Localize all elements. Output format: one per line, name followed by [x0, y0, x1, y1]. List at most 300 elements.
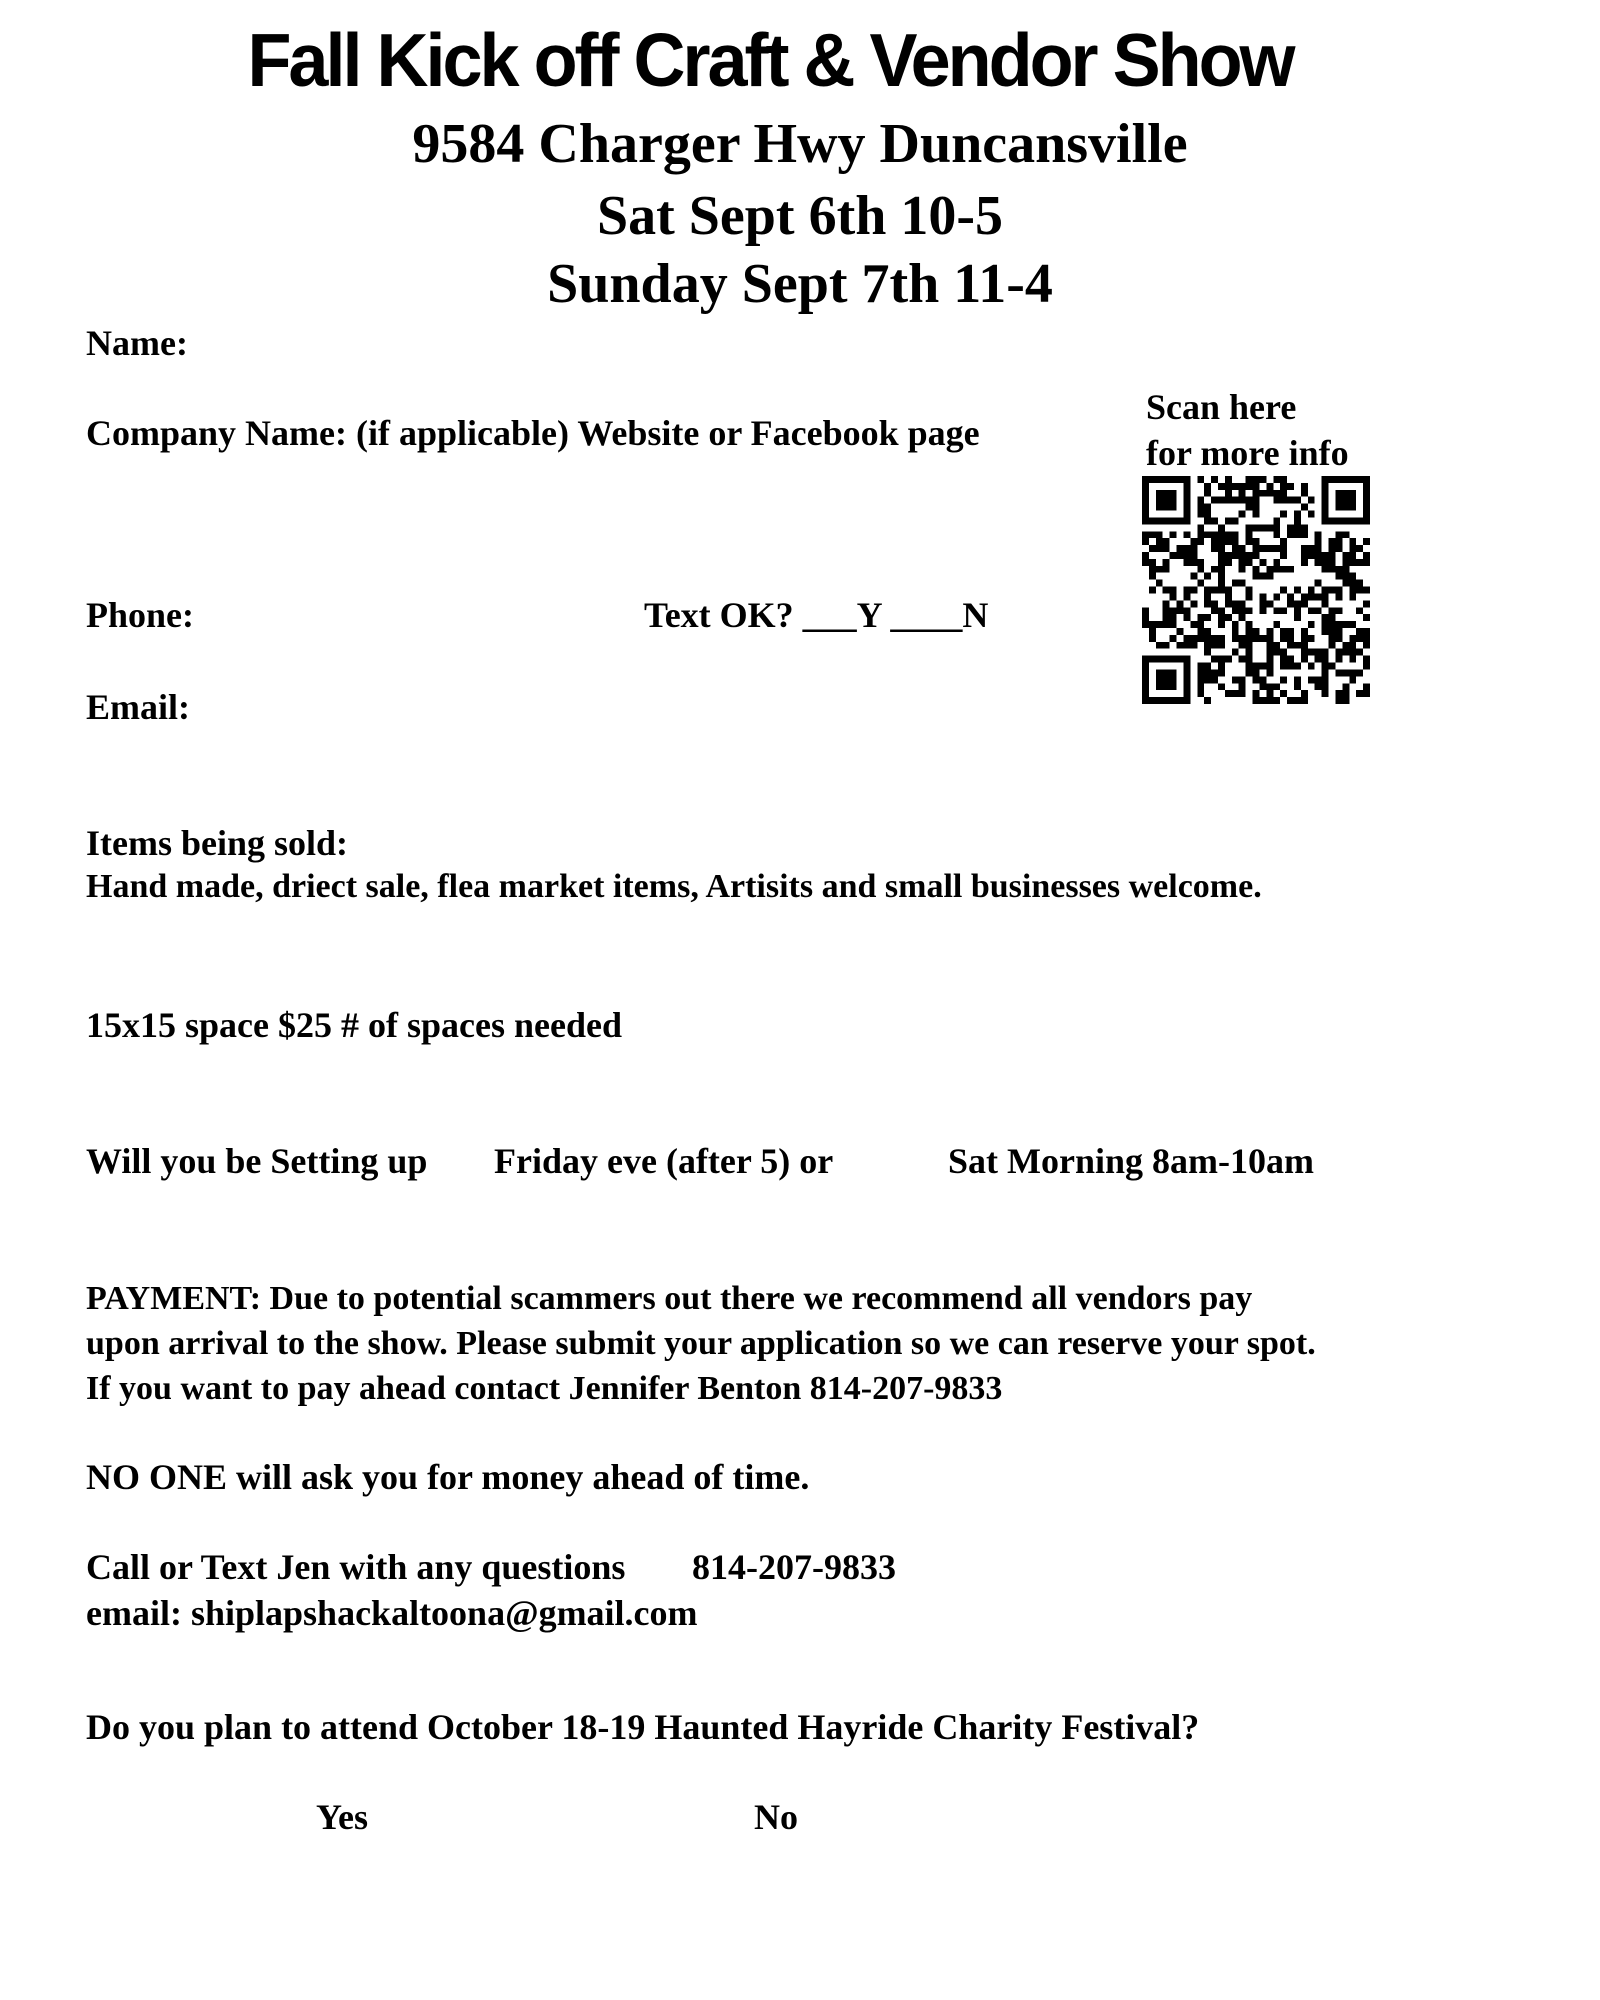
event-address: 9584 Charger Hwy Duncansville: [412, 113, 1188, 175]
items-description: Hand made, driect sale, flea market items, Artisits and small businesses welcome.: [86, 868, 1262, 905]
qr-module: [1163, 517, 1170, 524]
qr-module: [1142, 483, 1149, 490]
qr-module: [1266, 669, 1273, 676]
qr-module: [1156, 642, 1163, 649]
qr-module: [1183, 593, 1190, 600]
qr-module: [1204, 628, 1211, 635]
qr-module: [1349, 676, 1356, 683]
qr-module: [1197, 531, 1204, 538]
qr-module: [1204, 614, 1211, 621]
qr-module: [1246, 669, 1253, 676]
qr-module: [1253, 497, 1260, 504]
qr-module: [1218, 607, 1225, 614]
qr-module: [1280, 649, 1287, 656]
qr-module: [1280, 511, 1287, 518]
qr-module: [1156, 580, 1163, 587]
qr-module: [1363, 476, 1370, 483]
qr-module: [1266, 490, 1273, 497]
qr-module: [1197, 538, 1204, 545]
qr-module: [1142, 504, 1149, 511]
qr-module: [1142, 621, 1149, 628]
qr-module: [1266, 635, 1273, 642]
qr-module: [1253, 524, 1260, 531]
qr-module: [1225, 531, 1232, 538]
qr-module: [1294, 587, 1301, 594]
qr-module: [1363, 683, 1370, 690]
qr-module: [1177, 628, 1184, 635]
qr-module: [1218, 497, 1225, 504]
qr-module: [1239, 511, 1246, 518]
qr-module: [1273, 593, 1280, 600]
qr-module: [1149, 621, 1156, 628]
festival-question: Do you plan to attend October 18-19 Haunted Hayride Charity Festival?: [86, 1707, 1200, 1747]
qr-module: [1259, 697, 1266, 704]
qr-module: [1322, 517, 1329, 524]
qr-module: [1218, 524, 1225, 531]
qr-module: [1253, 538, 1260, 545]
qr-module: [1280, 587, 1287, 594]
qr-module: [1315, 580, 1322, 587]
qr-module: [1335, 690, 1342, 697]
qr-module: [1315, 593, 1322, 600]
contact-email: email: shiplapshackaltoona@gmail.com: [86, 1593, 698, 1633]
qr-module: [1322, 669, 1329, 676]
qr-module: [1335, 538, 1342, 545]
qr-module: [1170, 697, 1177, 704]
qr-module: [1342, 552, 1349, 559]
qr-module: [1315, 649, 1322, 656]
qr-module: [1253, 545, 1260, 552]
qr-module: [1349, 580, 1356, 587]
qr-module: [1301, 635, 1308, 642]
setup-option-friday: Friday eve (after 5) or: [494, 1141, 834, 1181]
qr-module: [1232, 552, 1239, 559]
qr-module: [1204, 504, 1211, 511]
qr-module: [1246, 642, 1253, 649]
qr-module: [1239, 614, 1246, 621]
qr-module: [1308, 511, 1315, 518]
qr-module: [1280, 690, 1287, 697]
qr-module: [1142, 490, 1149, 497]
qr-module: [1287, 697, 1294, 704]
qr-module: [1239, 552, 1246, 559]
qr-module: [1218, 531, 1225, 538]
qr-module: [1253, 573, 1260, 580]
qr-module: [1142, 614, 1149, 621]
qr-module: [1301, 697, 1308, 704]
qr-module: [1308, 676, 1315, 683]
qr-module: [1259, 600, 1266, 607]
qr-module: [1197, 580, 1204, 587]
qr-module: [1266, 483, 1273, 490]
qr-module: [1335, 490, 1342, 497]
qr-module: [1163, 683, 1170, 690]
qr-module: [1225, 517, 1232, 524]
qr-module: [1273, 497, 1280, 504]
qr-module: [1197, 635, 1204, 642]
qr-module: [1225, 593, 1232, 600]
qr-module: [1301, 545, 1308, 552]
qr-module: [1335, 697, 1342, 704]
qr-module: [1246, 663, 1253, 670]
qr-module: [1204, 697, 1211, 704]
payment-line1: PAYMENT: Due to potential scammers out there we recommend all vendors pay: [86, 1280, 1253, 1317]
qr-module: [1183, 663, 1190, 670]
qr-module: [1294, 600, 1301, 607]
qr-module: [1356, 690, 1363, 697]
qr-module: [1356, 628, 1363, 635]
qr-module: [1363, 552, 1370, 559]
qr-module: [1287, 524, 1294, 531]
qr-module: [1183, 545, 1190, 552]
qr-module: [1211, 600, 1218, 607]
qr-module: [1170, 593, 1177, 600]
qr-module: [1308, 552, 1315, 559]
qr-module: [1266, 628, 1273, 635]
qr-module: [1163, 559, 1170, 566]
qr-module: [1211, 538, 1218, 545]
qr-module: [1163, 621, 1170, 628]
qr-module: [1170, 607, 1177, 614]
qr-module: [1183, 517, 1190, 524]
qr-module: [1342, 621, 1349, 628]
qr-module: [1322, 628, 1329, 635]
qr-module: [1335, 573, 1342, 580]
qr-module: [1218, 635, 1225, 642]
qr-module: [1322, 504, 1329, 511]
qr-module: [1204, 531, 1211, 538]
qr-module: [1301, 531, 1308, 538]
qr-module: [1294, 511, 1301, 518]
qr-module: [1239, 545, 1246, 552]
qr-module: [1335, 476, 1342, 483]
qr-module: [1225, 600, 1232, 607]
qr-module: [1322, 621, 1329, 628]
qr-module: [1218, 573, 1225, 580]
qr-module: [1349, 621, 1356, 628]
qr-module: [1225, 690, 1232, 697]
qr-module: [1239, 683, 1246, 690]
space-pricing: 15x15 space $25 # of spaces needed: [86, 1005, 622, 1045]
qr-module: [1335, 593, 1342, 600]
qr-module: [1335, 628, 1342, 635]
phone-label: Phone:: [86, 595, 194, 635]
qr-module: [1266, 649, 1273, 656]
qr-module: [1335, 587, 1342, 594]
qr-module: [1259, 663, 1266, 670]
qr-module: [1301, 490, 1308, 497]
qr-module: [1342, 697, 1349, 704]
qr-module: [1349, 517, 1356, 524]
qr-module: [1342, 476, 1349, 483]
qr-module: [1308, 663, 1315, 670]
qr-module: [1211, 587, 1218, 594]
qr-module: [1177, 600, 1184, 607]
qr-module: [1273, 642, 1280, 649]
qr-module: [1204, 593, 1211, 600]
contact-call-text: Call or Text Jen with any questions: [86, 1547, 626, 1587]
qr-module: [1163, 587, 1170, 594]
qr-module: [1232, 649, 1239, 656]
qr-module: [1280, 552, 1287, 559]
qr-module: [1232, 635, 1239, 642]
qr-module: [1259, 573, 1266, 580]
qr-module: [1232, 628, 1239, 635]
qr-module: [1363, 600, 1370, 607]
qr-module: [1266, 545, 1273, 552]
qr-code-icon[interactable]: [1142, 476, 1370, 704]
qr-module: [1170, 587, 1177, 594]
qr-module: [1246, 656, 1253, 663]
qr-module: [1239, 566, 1246, 573]
qr-module: [1183, 587, 1190, 594]
qr-module: [1335, 656, 1342, 663]
qr-module: [1301, 593, 1308, 600]
festival-no-option: No: [754, 1797, 798, 1837]
qr-module: [1149, 531, 1156, 538]
qr-module: [1197, 504, 1204, 511]
qr-module: [1246, 628, 1253, 635]
qr-module: [1246, 607, 1253, 614]
qr-module: [1170, 683, 1177, 690]
qr-module: [1163, 566, 1170, 573]
qr-module: [1204, 663, 1211, 670]
page-title: Fall Kick off Craft & Vendor Show: [247, 19, 1293, 103]
qr-module: [1266, 642, 1273, 649]
qr-module: [1259, 593, 1266, 600]
qr-module: [1349, 552, 1356, 559]
qr-module: [1218, 580, 1225, 587]
qr-module: [1142, 669, 1149, 676]
qr-module: [1363, 497, 1370, 504]
qr-module: [1232, 483, 1239, 490]
qr-module: [1280, 635, 1287, 642]
qr-module: [1322, 566, 1329, 573]
qr-module: [1149, 628, 1156, 635]
qr-module: [1211, 497, 1218, 504]
qr-module: [1183, 497, 1190, 504]
qr-module: [1253, 483, 1260, 490]
qr-module: [1301, 552, 1308, 559]
qr-module: [1156, 497, 1163, 504]
qr-module: [1211, 642, 1218, 649]
qr-module: [1273, 490, 1280, 497]
qr-module: [1329, 607, 1336, 614]
qr-module: [1342, 490, 1349, 497]
qr-module: [1211, 656, 1218, 663]
qr-module: [1259, 607, 1266, 614]
name-label: Name:: [86, 323, 188, 363]
qr-module: [1294, 642, 1301, 649]
qr-module: [1342, 559, 1349, 566]
qr-module: [1294, 524, 1301, 531]
qr-module: [1246, 538, 1253, 545]
qr-module: [1273, 683, 1280, 690]
qr-module: [1225, 476, 1232, 483]
qr-caption-line1: Scan here: [1146, 387, 1297, 427]
qr-module: [1363, 538, 1370, 545]
qr-module: [1156, 697, 1163, 704]
qr-module: [1211, 517, 1218, 524]
qr-module: [1273, 607, 1280, 614]
qr-module: [1197, 614, 1204, 621]
qr-module: [1163, 642, 1170, 649]
qr-module: [1322, 587, 1329, 594]
qr-module: [1335, 649, 1342, 656]
qr-module: [1287, 497, 1294, 504]
qr-module: [1335, 566, 1342, 573]
qr-module: [1190, 635, 1197, 642]
qr-module: [1177, 642, 1184, 649]
qr-module: [1301, 524, 1308, 531]
text-ok-label: Text OK? ___Y ____N: [644, 595, 989, 635]
qr-module: [1280, 490, 1287, 497]
qr-module: [1197, 559, 1204, 566]
qr-module: [1335, 531, 1342, 538]
qr-module: [1280, 676, 1287, 683]
qr-module: [1239, 690, 1246, 697]
qr-module: [1190, 573, 1197, 580]
qr-module: [1329, 559, 1336, 566]
qr-module: [1294, 683, 1301, 690]
qr-module: [1156, 538, 1163, 545]
qr-module: [1246, 483, 1253, 490]
qr-module: [1183, 642, 1190, 649]
qr-module: [1177, 697, 1184, 704]
qr-module: [1349, 559, 1356, 566]
qr-module: [1349, 649, 1356, 656]
qr-module: [1149, 517, 1156, 524]
qr-module: [1356, 587, 1363, 594]
qr-module: [1253, 511, 1260, 518]
qr-module: [1253, 504, 1260, 511]
qr-module: [1349, 490, 1356, 497]
qr-module: [1335, 621, 1342, 628]
qr-module: [1287, 628, 1294, 635]
qr-module: [1149, 587, 1156, 594]
qr-module: [1266, 656, 1273, 663]
qr-module: [1142, 683, 1149, 690]
qr-module: [1183, 656, 1190, 663]
payment-warning: NO ONE will ask you for money ahead of time.: [86, 1457, 810, 1497]
qr-module: [1363, 511, 1370, 518]
qr-module: [1218, 614, 1225, 621]
qr-module: [1287, 593, 1294, 600]
qr-module: [1266, 697, 1273, 704]
qr-module: [1190, 621, 1197, 628]
qr-module: [1225, 559, 1232, 566]
qr-module: [1280, 566, 1287, 573]
qr-module: [1142, 676, 1149, 683]
qr-module: [1183, 635, 1190, 642]
qr-module: [1280, 545, 1287, 552]
qr-module: [1363, 559, 1370, 566]
qr-module: [1197, 628, 1204, 635]
qr-module: [1232, 538, 1239, 545]
qr-module: [1301, 690, 1308, 697]
qr-module: [1163, 490, 1170, 497]
qr-module: [1301, 649, 1308, 656]
qr-module: [1342, 580, 1349, 587]
qr-module: [1342, 669, 1349, 676]
qr-module: [1218, 642, 1225, 649]
qr-module: [1315, 531, 1322, 538]
qr-module: [1163, 504, 1170, 511]
qr-module: [1239, 483, 1246, 490]
qr-module: [1356, 669, 1363, 676]
qr-module: [1239, 642, 1246, 649]
qr-module: [1280, 476, 1287, 483]
qr-module: [1197, 663, 1204, 670]
qr-module: [1322, 600, 1329, 607]
qr-module: [1239, 607, 1246, 614]
qr-module: [1356, 607, 1363, 614]
qr-module: [1246, 587, 1253, 594]
qr-module: [1156, 656, 1163, 663]
qr-module: [1329, 614, 1336, 621]
qr-module: [1363, 587, 1370, 594]
qr-module: [1335, 669, 1342, 676]
items-label: Items being sold:: [86, 823, 349, 863]
setup-question: Will you be Setting up: [86, 1141, 428, 1181]
qr-module: [1197, 511, 1204, 518]
qr-module: [1329, 621, 1336, 628]
qr-module: [1329, 663, 1336, 670]
qr-module: [1287, 656, 1294, 663]
qr-module: [1253, 690, 1260, 697]
qr-module: [1183, 531, 1190, 538]
qr-module: [1211, 607, 1218, 614]
qr-module: [1183, 683, 1190, 690]
qr-module: [1204, 511, 1211, 518]
qr-module: [1197, 524, 1204, 531]
qr-module: [1163, 656, 1170, 663]
qr-module: [1273, 531, 1280, 538]
qr-module: [1163, 669, 1170, 676]
qr-module: [1294, 531, 1301, 538]
qr-module: [1253, 490, 1260, 497]
qr-module: [1315, 607, 1322, 614]
qr-module: [1253, 552, 1260, 559]
qr-module: [1301, 656, 1308, 663]
payment-line2: upon arrival to the show. Please submit your application so we can reserve your spot.: [86, 1325, 1316, 1362]
qr-module: [1225, 614, 1232, 621]
qr-module: [1218, 483, 1225, 490]
qr-module: [1177, 552, 1184, 559]
qr-module: [1356, 559, 1363, 566]
qr-module: [1225, 587, 1232, 594]
qr-module: [1322, 690, 1329, 697]
qr-module: [1204, 649, 1211, 656]
qr-module: [1218, 587, 1225, 594]
qr-module: [1204, 600, 1211, 607]
qr-module: [1218, 538, 1225, 545]
qr-module: [1197, 566, 1204, 573]
qr-module: [1156, 476, 1163, 483]
qr-module: [1211, 635, 1218, 642]
qr-module: [1253, 663, 1260, 670]
qr-module: [1218, 669, 1225, 676]
qr-module: [1329, 628, 1336, 635]
qr-module: [1329, 642, 1336, 649]
qr-module: [1232, 545, 1239, 552]
qr-module: [1232, 517, 1239, 524]
qr-module: [1218, 663, 1225, 670]
qr-module: [1315, 683, 1322, 690]
qr-module: [1197, 676, 1204, 683]
qr-module: [1301, 628, 1308, 635]
qr-module: [1356, 545, 1363, 552]
